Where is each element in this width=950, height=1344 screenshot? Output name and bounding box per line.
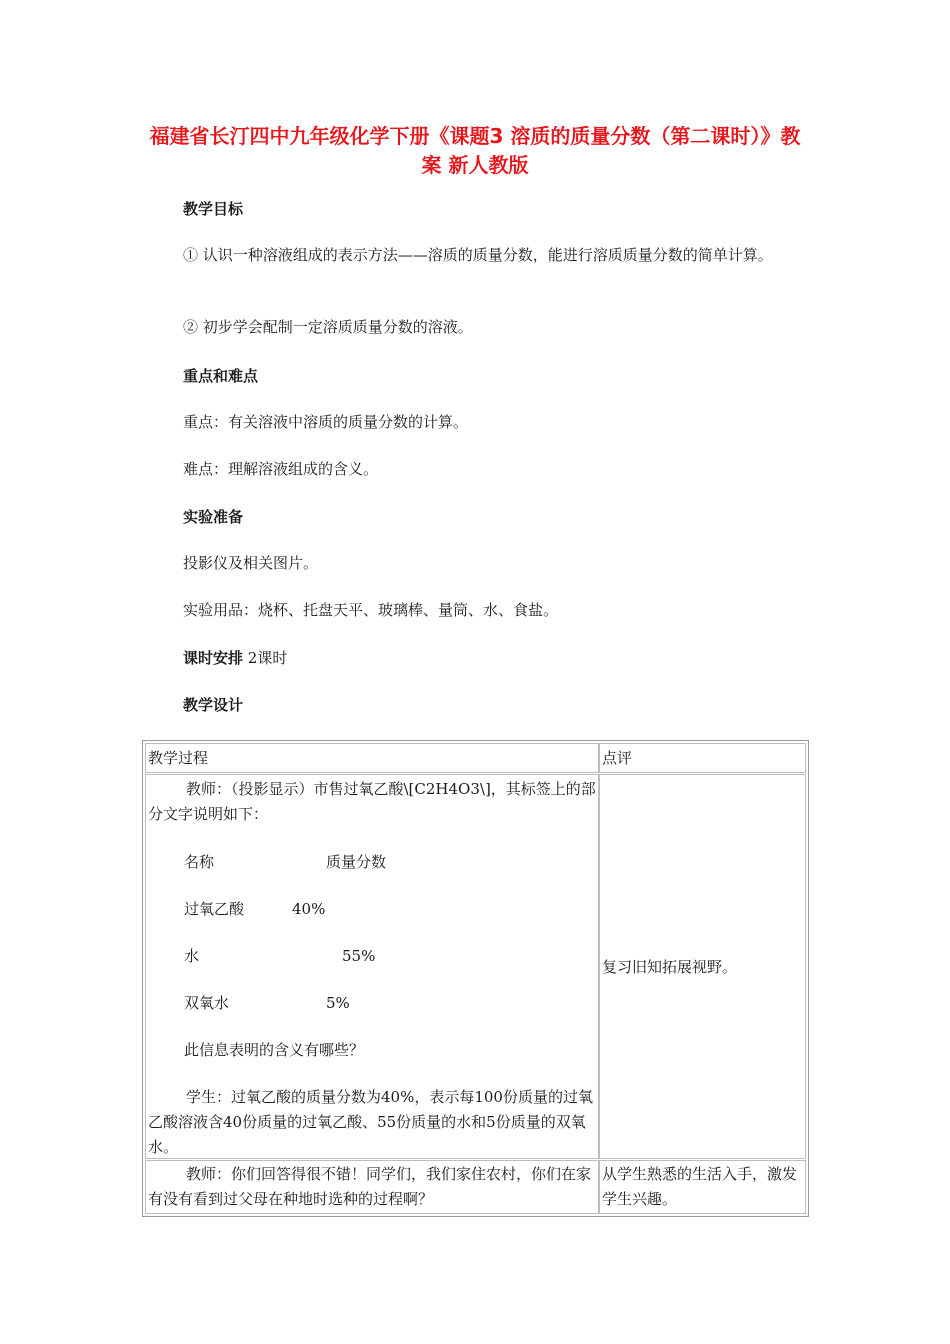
table-row-2-process: 教师：你们回答得很不错！同学们，我们家住农村，你们在家有没有看到过父母在种地时选种的过程啊？ (145, 1160, 599, 1214)
teaching-design-table (142, 740, 809, 1217)
label-col-name: 名称 (184, 853, 215, 871)
schedule-value: 2课时 (243, 649, 288, 667)
table-row-2-comment: 从学生熟悉的生活入手，激发学生兴趣。 (599, 1160, 806, 1214)
item-name-2: 水 (184, 947, 200, 965)
document-title: 福建省长汀四中九年级化学下册《课题3 溶质的质量分数（第二课时）》教案 新人教版 (149, 124, 801, 177)
prep-item-2: 实验用品：烧杯、托盘天平、玻璃棒、量筒、水、食盐。 (183, 601, 559, 619)
goal-1: ① 认识一种溶液组成的表示方法——溶质的质量分数，能进行溶质质量分数的简单计算。 (183, 246, 773, 264)
item-fraction-2: 55% (342, 947, 376, 965)
teacher-intro: 教师：（投影显示）市售过氧乙酸\[C2H4O3\]，其标签上的部分文字说明如下： (148, 780, 596, 823)
item-name-3: 双氧水 (184, 994, 230, 1012)
item-name-1: 过氧乙酸 (184, 900, 245, 918)
prep-heading: 实验准备 (183, 508, 244, 526)
difficult-point: 难点：理解溶液组成的含义。 (183, 460, 379, 478)
table-header-process: 教学过程 (145, 743, 599, 773)
table-header-comment: 点评 (599, 743, 806, 773)
schedule-label: 课时安排 (183, 649, 244, 667)
schedule-line (145, 646, 807, 671)
table-row-1-comment: 复习旧知拓展视野。 (599, 774, 806, 1159)
item-fraction-1: 40% (292, 900, 326, 918)
goals-heading: 教学目标 (183, 200, 244, 218)
table-row-1-process (145, 774, 599, 1159)
goal-2: ② 初步学会配制一定溶质质量分数的溶液。 (183, 318, 473, 336)
key-point: 重点：有关溶液中溶质的质量分数的计算。 (183, 413, 469, 431)
item-fraction-3: 5% (326, 994, 350, 1012)
label-col-fraction: 质量分数 (326, 853, 387, 871)
design-heading: 教学设计 (183, 696, 244, 714)
prep-item-1: 投影仪及相关图片。 (183, 554, 319, 572)
key-heading: 重点和难点 (183, 367, 259, 385)
question-line: 此信息表明的含义有哪些？ (184, 1041, 365, 1059)
student-answer: 学生：过氧乙酸的质量分数为40%，表示每100份质量的过氧乙酸溶液含40份质量的过氧乙酸、55份质量的水和5份质量的双氧水。 (148, 1088, 593, 1156)
